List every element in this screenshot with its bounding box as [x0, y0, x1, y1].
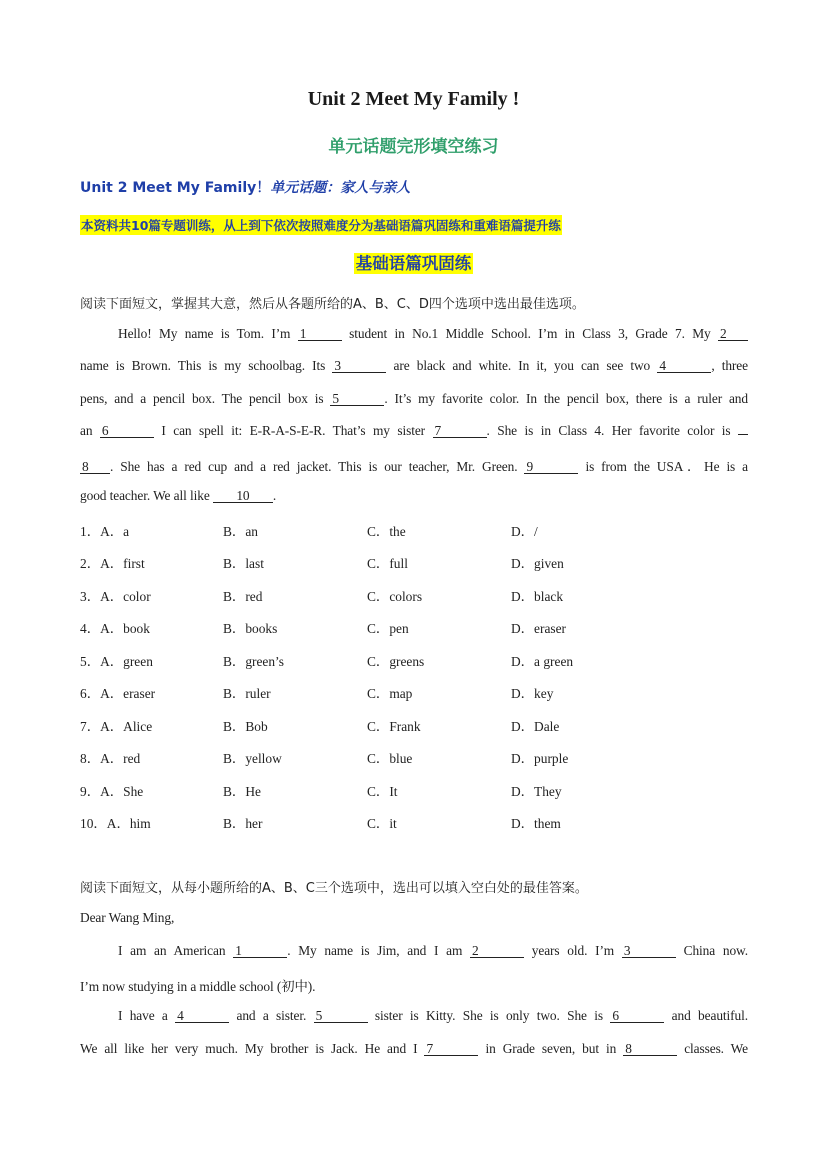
- section-heading: [0, 250, 827, 274]
- option-c[interactable]: C．greens: [367, 654, 425, 669]
- question-4: 4．A．book B．books C．pen D．eraser: [80, 618, 748, 636]
- blank-8: 8: [623, 1042, 677, 1056]
- option-b[interactable]: B．yellow: [223, 751, 282, 766]
- passage2-line-3: I have a 4 and a sister. 5 sister is Kitty. She is only two. She is 6 and beautiful.: [118, 1008, 748, 1023]
- option-b[interactable]: B．green’s: [223, 654, 284, 669]
- passage1-line-6: good teacher. We all like 10 .: [80, 488, 277, 503]
- blank-10: 10: [213, 489, 273, 503]
- option-b[interactable]: B．last: [223, 556, 264, 571]
- passage2-line-2: I’m now studying in a middle school (初中).: [80, 979, 316, 994]
- question-9: 9．A．She B．He C．It D．They: [80, 781, 748, 799]
- option-c[interactable]: C．it: [367, 816, 397, 831]
- option-d[interactable]: D．They: [511, 784, 562, 799]
- passage1-line-2: name is Brown. This is my schoolbag. Its 3 are black and white. In it, you can see two 4 , three: [80, 358, 748, 373]
- passage2-instruction: 阅读下面短文，从每小题所给的A、B、C三个选项中，选出可以填入空白处的最佳答案。: [80, 881, 588, 896]
- blank-3: 3: [332, 359, 386, 373]
- option-c[interactable]: C．It: [367, 784, 398, 799]
- blank-1: 1: [298, 327, 342, 341]
- option-c[interactable]: C．blue: [367, 751, 413, 766]
- blank-7: 7: [424, 1042, 478, 1056]
- passage1-line-5: 8 . She has a red cup and a red jacket. This is our teacher, Mr. Green. 9 is from the USA．He is a: [82, 459, 748, 474]
- passage2-line-4: We all like her very much. My brother is Jack. He and I 7 in Grade seven, but in 8 classes. We: [80, 1041, 748, 1056]
- passage1-line-1: Hello! My name is Tom. I’m 1 student in No.1 Middle School. I’m in Class 3, Grade 7. My 2: [80, 326, 748, 344]
- option-b[interactable]: B．red: [223, 589, 263, 604]
- option-b[interactable]: B．ruler: [223, 686, 271, 701]
- blank-5: 5: [330, 392, 384, 406]
- passage1-instruction: 阅读下面短文，掌握其大意，然后从各题所给的A、B、C、D四个选项中选出最佳选项。: [80, 297, 585, 312]
- blank-8: 8: [80, 460, 110, 474]
- highlight-notice: 本资料共10篇专题训练，从上到下依次按照难度分为基础语篇巩固练和重难语篇提升练: [80, 215, 562, 235]
- unit-topic-name: Unit 2 Meet My Family！: [80, 180, 271, 196]
- option-d[interactable]: D．them: [511, 816, 561, 831]
- question-10: 10．A．him B．her C．it D．them: [80, 813, 748, 831]
- document-subtitle: 单元话题完形填空练习: [328, 137, 499, 157]
- blank-2: 2: [718, 327, 748, 341]
- option-c[interactable]: C．Frank: [367, 719, 421, 734]
- option-d[interactable]: D．Dale: [511, 719, 560, 734]
- option-b[interactable]: B．Bob: [223, 719, 268, 734]
- question-5: 5．A．green B．green’s C．greens D．a green: [80, 651, 748, 669]
- option-c[interactable]: C．colors: [367, 589, 423, 604]
- option-c[interactable]: C．the: [367, 524, 406, 539]
- option-c[interactable]: C．full: [367, 556, 408, 571]
- passage2-line-1: I am an American 1 . My name is Jim, and I am 2 years old. I’m 3 China now.: [118, 943, 748, 958]
- passage1-line-4: an 6 I can spell it: E-R-A-S-E-R. That’s my sister 7 . She is in Class 4. Her favorite color is: [80, 423, 748, 441]
- option-d[interactable]: D．a green: [511, 654, 574, 669]
- option-b[interactable]: B．an: [223, 524, 258, 539]
- question-2: 2．A．first B．last C．full D．given: [80, 553, 748, 571]
- document-title: Unit 2 Meet My Family !: [307, 88, 520, 110]
- option-c[interactable]: C．map: [367, 686, 413, 701]
- letter-greeting: Dear Wang Ming,: [80, 910, 175, 925]
- question-1: 1．A．a B．an C．the D．/: [80, 521, 748, 539]
- option-b[interactable]: B．books: [223, 621, 278, 636]
- question-8: 8．A．red B．yellow C．blue D．purple: [80, 748, 748, 766]
- blank-1: 1: [233, 944, 287, 958]
- option-d[interactable]: D．key: [511, 686, 554, 701]
- passage1-line-3: pens, and a pencil box. The pencil box is 5 . It’s my favorite color. In the pencil box, there is a ruler and: [80, 391, 748, 406]
- blank-6: 6: [610, 1009, 664, 1023]
- blank-7: 7: [433, 424, 487, 438]
- blank-5: 5: [314, 1009, 368, 1023]
- option-c[interactable]: C．pen: [367, 621, 409, 636]
- question-3: 3．A．color B．red C．colors D．black: [80, 586, 748, 604]
- option-d[interactable]: D．eraser: [511, 621, 567, 636]
- unit-topic-theme: 单元话题：家人与亲人: [270, 180, 411, 196]
- blank-4: 4: [657, 359, 711, 373]
- blank-6: 6: [100, 424, 154, 438]
- blank-9: 9: [524, 460, 578, 474]
- question-6: 6．A．eraser B．ruler C．map D．key: [80, 683, 748, 701]
- option-d[interactable]: D．/: [511, 524, 538, 539]
- question-7: 7．A．Alice B．Bob C．Frank D．Dale: [80, 716, 748, 734]
- option-b[interactable]: B．He: [223, 784, 261, 799]
- section-heading-text: 基础语篇巩固练: [355, 254, 472, 273]
- blank-2: 2: [470, 944, 524, 958]
- blank-4: 4: [175, 1009, 229, 1023]
- option-b[interactable]: B．her: [223, 816, 263, 831]
- blank-3: 3: [622, 944, 676, 958]
- option-d[interactable]: D．given: [511, 556, 564, 571]
- unit-topic: [80, 177, 410, 197]
- option-d[interactable]: D．purple: [511, 751, 569, 766]
- option-d[interactable]: D．black: [511, 589, 564, 604]
